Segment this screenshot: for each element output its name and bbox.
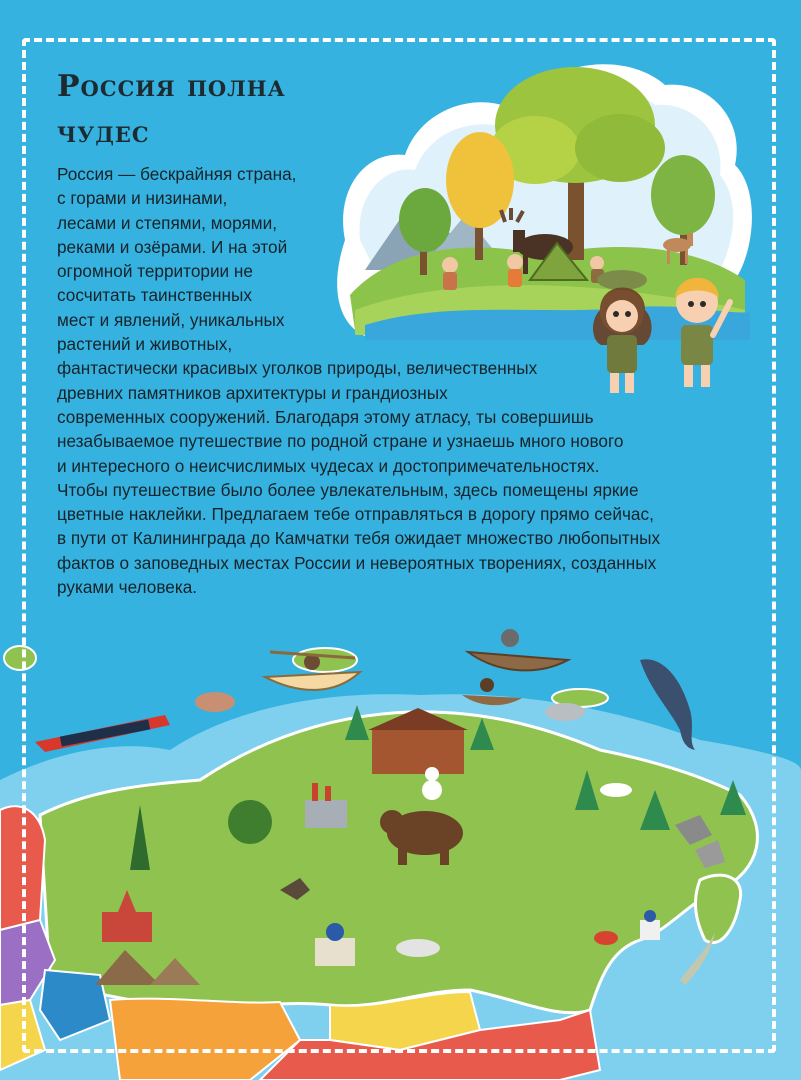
intro-line: в пути от Калининграда до Камчатки тебя ожидает множество любопытных [57,528,661,549]
intro-line: огромной территории не [57,261,253,282]
russia-map-illustration [0,600,801,1080]
neighbor-country [0,806,45,930]
intro-line: растений и животных, [57,334,233,355]
intro-line: руками человека. [57,577,198,598]
intro-line: мест и явлений, уникальных [57,309,285,330]
intro-text [57,162,697,599]
intro-line: и интересного о неисчислимых чудесах и достопримечательностях. [57,455,600,476]
ship-icon [35,715,170,752]
arctic-island [4,646,36,670]
walrus-icon [195,692,235,712]
intro-line: цветные наклейки. Предлагаем тебе отправляться в дорогу прямо сейчас, [57,504,654,525]
title-line-2: чудес [57,115,150,150]
crab-icon [594,931,618,945]
intro-line: Россия — бескрайняя страна, [57,164,297,184]
snow-leopard-icon [396,939,440,957]
page-title [57,64,286,156]
boat-icon [468,629,568,670]
intro-line: древних памятников архитектуры и грандиозных [57,382,448,403]
title-line-1: Россия полна [57,69,286,104]
intro-line: незабываемое путешествие по родной стране и узнаешь много нового [57,431,624,452]
intro-line: лесами и степями, морями, [57,212,277,233]
intro-line: реками и озёрами. И на этой [57,236,288,257]
intro-line: фантастически красивых уголков природы, величественных [57,358,538,379]
tree-icon [228,800,272,844]
intro-line: фактов о заповедных местах России и невероятных творениях, созданных [57,552,657,573]
intro-line: современных сооружений. Благодаря этому атласу, ты совершишь [57,406,594,427]
arctic-island [293,648,357,672]
arctic-fox-icon [600,783,632,797]
intro-line: Чтобы путешествие было более увлекательным, здесь помещены яркие [57,479,639,500]
intro-line: с горами и низинами, [57,188,228,209]
intro-line: сосчитать таинственных [57,285,252,306]
seal-icon [545,703,585,721]
